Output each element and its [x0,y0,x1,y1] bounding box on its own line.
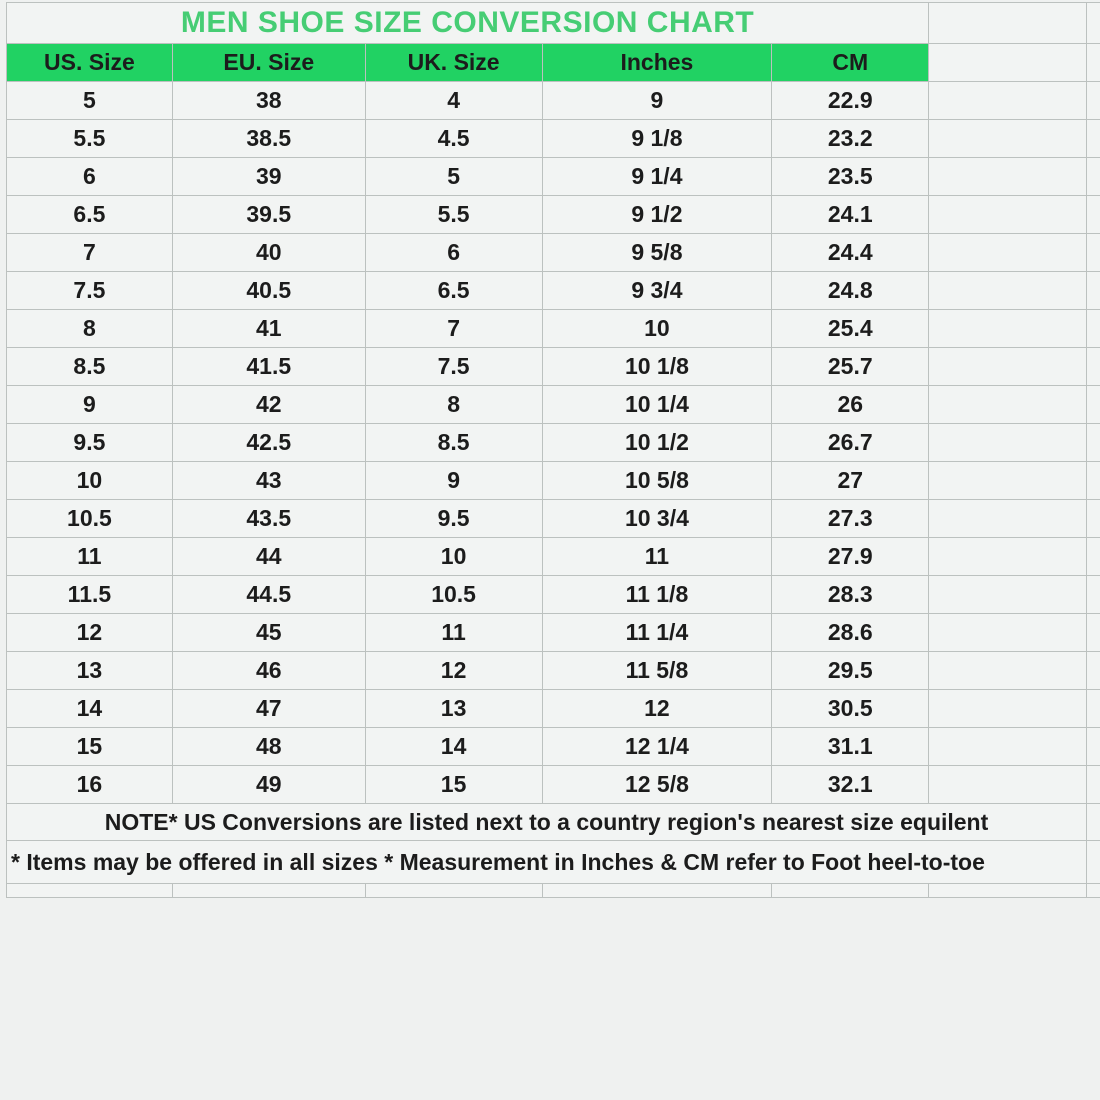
cell-cm: 22.9 [772,82,929,120]
header-inches: Inches [543,44,773,82]
cell-us-size: 6 [7,158,173,196]
empty-cell [1087,310,1100,348]
empty-cell [929,44,1087,82]
cell-eu-size: 46 [173,652,366,690]
cell-uk-size: 5.5 [366,196,543,234]
cell-uk-size: 10 [366,538,543,576]
cell-cm: 30.5 [772,690,929,728]
empty-cell [929,766,1087,804]
cell-us-size: 5 [7,82,173,120]
table-row [7,462,1100,500]
cell-eu-size: 47 [173,690,366,728]
empty-cell [173,884,366,898]
empty-cell [1087,576,1100,614]
cell-eu-size: 43.5 [173,500,366,538]
cell-us-size: 11 [7,538,173,576]
cell-us-size: 5.5 [7,120,173,158]
cell-eu-size: 38.5 [173,120,366,158]
cell-us-size: 9.5 [7,424,173,462]
cell-uk-size: 5 [366,158,543,196]
empty-cell [1087,424,1100,462]
cell-uk-size: 14 [366,728,543,766]
cell-eu-size: 40.5 [173,272,366,310]
empty-cell [1087,158,1100,196]
empty-cell [1087,652,1100,690]
cell-eu-size: 45 [173,614,366,652]
cell-uk-size: 9.5 [366,500,543,538]
empty-cell [1087,690,1100,728]
table-row [7,538,1100,576]
cell-inches: 11 1/8 [543,576,773,614]
empty-cell [929,386,1087,424]
cell-inches: 10 1/8 [543,348,773,386]
empty-cell [543,884,773,898]
note-text-2: * Items may be offered in all sizes * Measurement in Inches & CM refer to Foot heel-to-toe [7,841,1087,884]
cell-uk-size: 8.5 [366,424,543,462]
empty-cell [1087,82,1100,120]
cell-eu-size: 40 [173,234,366,272]
empty-cell [1087,44,1100,82]
cell-uk-size: 15 [366,766,543,804]
cell-cm: 29.5 [772,652,929,690]
cell-uk-size: 13 [366,690,543,728]
cell-uk-size: 8 [366,386,543,424]
table-header-row [7,44,1100,82]
cell-us-size: 14 [7,690,173,728]
empty-cell [929,728,1087,766]
cell-inches: 9 1/8 [543,120,773,158]
empty-cell [929,500,1087,538]
empty-cell [929,196,1087,234]
empty-cell [1087,538,1100,576]
empty-cell [929,884,1087,898]
cell-us-size: 13 [7,652,173,690]
cell-inches: 11 [543,538,773,576]
cell-us-size: 7 [7,234,173,272]
cell-inches: 11 1/4 [543,614,773,652]
cell-eu-size: 42 [173,386,366,424]
empty-cell [1087,766,1100,804]
table-row [7,424,1100,462]
empty-cell [929,576,1087,614]
empty-cell [929,234,1087,272]
table-row [7,234,1100,272]
shoe-size-conversion-table [6,2,1100,898]
table-body [7,82,1100,804]
empty-cell [929,462,1087,500]
cell-inches: 12 5/8 [543,766,773,804]
table-row [7,652,1100,690]
cell-cm: 24.1 [772,196,929,234]
cell-cm: 31.1 [772,728,929,766]
empty-cell [929,348,1087,386]
cell-eu-size: 41.5 [173,348,366,386]
header-uk-size: UK. Size [366,44,543,82]
cell-us-size: 11.5 [7,576,173,614]
cell-us-size: 10 [7,462,173,500]
cell-eu-size: 41 [173,310,366,348]
empty-cell [929,3,1087,44]
cell-eu-size: 42.5 [173,424,366,462]
table-row [7,196,1100,234]
cell-inches: 9 3/4 [543,272,773,310]
table-row [7,120,1100,158]
cell-inches: 10 1/4 [543,386,773,424]
empty-cell [1087,196,1100,234]
table-row [7,348,1100,386]
header-eu-size: EU. Size [173,44,366,82]
empty-cell [929,82,1087,120]
cell-cm: 24.4 [772,234,929,272]
cell-uk-size: 6 [366,234,543,272]
table-row [7,82,1100,120]
cell-uk-size: 12 [366,652,543,690]
partial-empty-row [7,884,1100,898]
cell-eu-size: 39.5 [173,196,366,234]
empty-cell [929,690,1087,728]
cell-inches: 9 1/4 [543,158,773,196]
cell-us-size: 12 [7,614,173,652]
table-row [7,500,1100,538]
cell-inches: 10 1/2 [543,424,773,462]
cell-cm: 23.5 [772,158,929,196]
note-row-2 [7,841,1100,884]
cell-us-size: 15 [7,728,173,766]
cell-eu-size: 48 [173,728,366,766]
cell-cm: 24.8 [772,272,929,310]
cell-eu-size: 39 [173,158,366,196]
cell-us-size: 6.5 [7,196,173,234]
cell-uk-size: 9 [366,462,543,500]
empty-cell [929,272,1087,310]
cell-eu-size: 49 [173,766,366,804]
cell-us-size: 16 [7,766,173,804]
cell-inches: 9 1/2 [543,196,773,234]
cell-cm: 26 [772,386,929,424]
header-cm: CM [772,44,929,82]
cell-inches: 11 5/8 [543,652,773,690]
table-row [7,310,1100,348]
empty-cell [366,884,543,898]
empty-cell [929,538,1087,576]
cell-inches: 10 5/8 [543,462,773,500]
table-row [7,690,1100,728]
cell-cm: 23.2 [772,120,929,158]
table-row [7,766,1100,804]
cell-inches: 9 [543,82,773,120]
cell-uk-size: 10.5 [366,576,543,614]
empty-cell [1087,841,1100,884]
cell-uk-size: 7.5 [366,348,543,386]
empty-cell [929,310,1087,348]
cell-us-size: 10.5 [7,500,173,538]
empty-cell [1087,272,1100,310]
cell-us-size: 8 [7,310,173,348]
cell-us-size: 8.5 [7,348,173,386]
table-row [7,576,1100,614]
cell-cm: 27 [772,462,929,500]
empty-cell [929,158,1087,196]
table-row [7,728,1100,766]
cell-us-size: 7.5 [7,272,173,310]
empty-cell [1087,348,1100,386]
cell-inches: 12 [543,690,773,728]
empty-cell [1087,728,1100,766]
cell-cm: 32.1 [772,766,929,804]
empty-cell [1087,614,1100,652]
empty-cell [929,424,1087,462]
empty-cell [1087,884,1100,898]
empty-cell [7,884,173,898]
empty-cell [929,614,1087,652]
cell-cm: 26.7 [772,424,929,462]
empty-cell [1087,500,1100,538]
cell-inches: 9 5/8 [543,234,773,272]
empty-cell [1087,120,1100,158]
cell-cm: 27.3 [772,500,929,538]
cell-uk-size: 11 [366,614,543,652]
title-row [7,3,1100,44]
cell-uk-size: 4 [366,82,543,120]
table-row [7,272,1100,310]
table-row [7,614,1100,652]
cell-cm: 27.9 [772,538,929,576]
cell-eu-size: 44 [173,538,366,576]
cell-cm: 25.7 [772,348,929,386]
empty-cell [772,884,929,898]
page-title: MEN SHOE SIZE CONVERSION CHART [7,3,929,44]
header-us-size: US. Size [7,44,173,82]
cell-uk-size: 7 [366,310,543,348]
empty-cell [1087,462,1100,500]
cell-inches: 10 3/4 [543,500,773,538]
empty-cell [1087,386,1100,424]
empty-cell [1087,3,1100,44]
empty-cell [1087,234,1100,272]
cell-uk-size: 6.5 [366,272,543,310]
table-row [7,158,1100,196]
cell-cm: 25.4 [772,310,929,348]
empty-cell [929,652,1087,690]
cell-cm: 28.3 [772,576,929,614]
empty-cell [929,120,1087,158]
cell-uk-size: 4.5 [366,120,543,158]
cell-eu-size: 38 [173,82,366,120]
cell-us-size: 9 [7,386,173,424]
cell-cm: 28.6 [772,614,929,652]
table-row [7,386,1100,424]
note-text-1: NOTE* US Conversions are listed next to a country region's nearest size equilent [7,804,1087,841]
note-row-1 [7,804,1100,841]
cell-inches: 12 1/4 [543,728,773,766]
empty-cell [1087,804,1100,841]
cell-inches: 10 [543,310,773,348]
cell-eu-size: 43 [173,462,366,500]
cell-eu-size: 44.5 [173,576,366,614]
